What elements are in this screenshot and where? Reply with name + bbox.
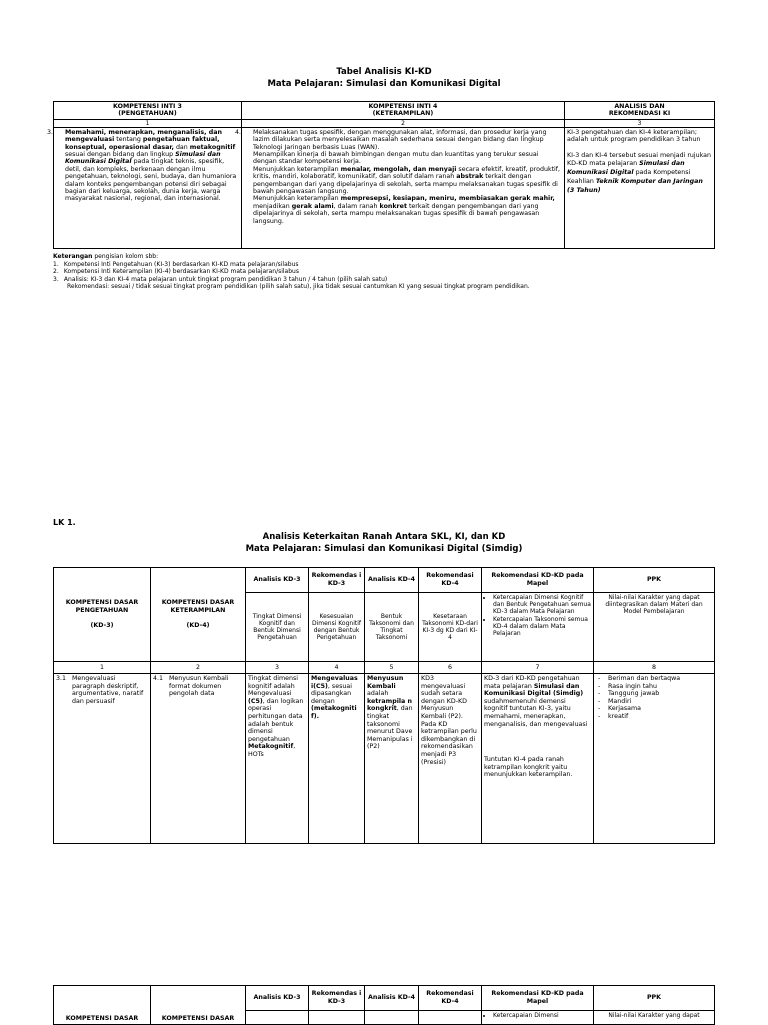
rekomendasi-mapel-cell: KD-3 dari KD-KD pengetahuan mata pelajaran Simulasi dan Komunikasi Digital (Simdig) sudahmemenuhi demensi kognitif tuntutan KI-3, yaitu memahami, menerapkan, menganalisis, dan mengevaluasi Tuntutan KI-4 pada ranah ketrampilan kongkrit yaitu menunjukkan keterampilan. xyxy=(482,674,594,844)
lk-title: Analisis Keterkaitan Ranah Antara SKL, KI, dan KD xyxy=(262,532,506,542)
list-item: • Ketercapaian Taksonomi semua KD-4 dalam dalam Mata Pelajaran xyxy=(493,616,591,638)
note-item: 2. Kompetensi Inti Keterampilan (KI-4) berdasarkan KI-KD mata pelajaran/silabus xyxy=(53,268,299,276)
rekomendasi-kd3-cell: Mengevaluas i(C5), sesuai dipasangkan dengan (metakogniti f). xyxy=(309,674,365,844)
lk-label: LK 1. xyxy=(53,518,76,527)
kd-analysis-table-2 xyxy=(53,985,715,1025)
header-kd3: KOMPETENSI DASAR xyxy=(54,986,151,1025)
header-analysis: ANALISIS DAN REKOMENDASI KI xyxy=(565,102,715,120)
sub-rekomendasi-kd4: Kesetaraan Taksonomi KD-dari KI-3 dg KD dari KI-4 xyxy=(419,593,482,662)
header-rekomendasi-mapel: Rekomendasi KD-KD pada Mapel xyxy=(482,986,594,1011)
header-rekomendasi-kd4: Rekomendasi KD-4 xyxy=(419,568,482,593)
header-analisis-kd3: Analisis KD-3 xyxy=(246,986,309,1011)
rekomendasi-kd4-cell: KD3 mengevaluasi sudah setara dengan KD-KD Menyusun Kembali (P2). Pada KD ketrampilan perlu dikembangkan di rekomendasikan menjadi P3 (Presisi) xyxy=(419,674,482,844)
header-ppk: PPK xyxy=(594,568,715,593)
note-item: 3. Analisis: KI-3 dan KI-4 mata pelajaran untuk tingkat program pendidikan 3 tahun / 4 tahun (pilih salah satu) xyxy=(53,275,388,283)
ppk-cell xyxy=(594,674,715,844)
note-extra: Rekomendasi: sesuai / tidak sesuai tingkat program pendidikan (pilih salah satu), jika tidak sesuai cantumkan KI yang sesuai tingkat program pendidikan. xyxy=(67,283,530,291)
lk-subtitle: Mata Pelajaran: Simulasi dan Komunikasi Digital (Simdig) xyxy=(245,544,523,554)
sub-rekomendasi-kd3: Kesesuaian Dimensi Kognitif dengan Bentuk Pengetahuan xyxy=(309,593,365,662)
list-item: - Mandiri xyxy=(608,698,712,706)
header-rekomendasi-kd3: Rekomendas i KD-3 xyxy=(309,986,365,1011)
col-number: 6 xyxy=(419,662,482,674)
col-number: 3 xyxy=(565,119,715,127)
header-ki3: KOMPETENSI INTI 3 (PENGETAHUAN) xyxy=(54,102,242,120)
sub-ppk: Nilai-nilai Karakter yang dapat xyxy=(594,1011,715,1025)
header-rekomendasi-mapel: Rekomendasi KD-KD pada Mapel xyxy=(482,568,594,593)
header-kd3: KOMPETENSI DASAR PENGETAHUAN (KD-3) xyxy=(54,568,151,662)
list-item: - kreatif xyxy=(608,713,712,721)
kd3-cell: 3.1 Mengevaluasi paragraph deskriptif, argumentative, naratif dan persuasif xyxy=(54,674,151,844)
sub-rekomendasi-mapel: • Ketercapaian Dimensi xyxy=(482,1011,594,1025)
header-kd4: KOMPETENSI DASAR xyxy=(151,986,246,1025)
notes: Keterangan pengisian kolom sbb: 1. Kompetensi Inti Pengetahuan (KI-3) berdasarkan KI-KD mata pelajaran/silabus 2. Kompetensi Inti Keterampilan (KI-4) berdasarkan KI-KD mata pelajaran/silabus 3. Analisis: KI-3 dan KI-4 mata pelajaran untuk tingkat program pendidikan 3 tahun / 4 tahun (pilih salah satu) Rekomendasi: sesuai / tidak sesuai tingkat program pendidikan (pilih salah satu), jika tidak sesuai cantumkan KI yang sesuai tingkat program pendidikan. xyxy=(53,253,753,291)
col-number: 2 xyxy=(151,662,246,674)
kd-analysis-table xyxy=(53,567,715,844)
kd4-cell: 4.1 Menyusun Kembali format dokumen pengolah data xyxy=(151,674,246,844)
col-number: 1 xyxy=(54,662,151,674)
list-item: • Ketercapaian Dimensi Kognitif dan Bentuk Pengetahuan semua KD-3 dalam Mata Pelajaran xyxy=(493,594,591,616)
analisis-kd4-cell: Menyusun Kembali adalah ketrampila n kongkrit, dan tingkat taksonomi menurut Dave Memanipulas i (P2) xyxy=(365,674,419,844)
header-analisis-kd3: Analisis KD-3 xyxy=(246,568,309,593)
col-number: 1 xyxy=(54,119,242,127)
col-number: 3 xyxy=(246,662,309,674)
col-number: 4 xyxy=(309,662,365,674)
col-number: 2 xyxy=(242,119,565,127)
col-number: 7 xyxy=(482,662,594,674)
note-item: 1. Kompetensi Inti Pengetahuan (KI-3) berdasarkan KI-KD mata pelajaran/silabus xyxy=(53,260,299,268)
list-item: - Kerjasama xyxy=(608,705,712,713)
sub-rekomendasi-mapel xyxy=(482,593,594,662)
doc-title: Tabel Analisis KI-KD xyxy=(336,67,432,77)
list-item: - Beriman dan bertaqwa xyxy=(608,675,712,683)
ki-analysis-table xyxy=(47,101,715,249)
ki4-cell: 4. Melaksanakan tugas spesifik, dengan menggunakan alat, informasi, dan prosedur kerja yang lazim dilakukan serta menyelesaikan masalah sederhana sesuai dengan bidang dan lingkup Teknologi Jaringan berbasis Luas (WAN). Menampilkan kinerja di bawah bimbingan dengan mutu dan kuantitas yang terukur sesuai dengan standar kompetensi kerja. Menunjukkan keterampilan menalar, mengolah, dan menyaji secara efektif, kreatif, produktif, kritis, mandiri, kolaboratif, komunikatif, dan solutif dalam ranah abstrak terkait dengan pengembangan dari yang dipelajarinya di sekolah, serta mampu melaksanakan tugas spesifik di bawah pengawasan langsung. Menunjukkan keterampilan mempresepsi, kesiapan, meniru, membiasakan gerak mahir, menjadikan gerak alami, dalam ranah konkret terkait dengan pengembangan dari yang dipelajarinya di sekolah, serta mampu melaksanakan tugas spesifik di bawah pengawasan langsung. xyxy=(242,127,565,248)
list-item: - Tanggung jawab xyxy=(608,690,712,698)
doc-subtitle: Mata Pelajaran: Simulasi dan Komunikasi Digital xyxy=(267,79,501,89)
header-rekomendasi-kd4: Rekomendasi KD-4 xyxy=(419,986,482,1011)
header-analisis-kd4: Analisis KD-4 xyxy=(365,568,419,593)
header-kd4: KOMPETENSI DASAR KETERAMPILAN (KD-4) xyxy=(151,568,246,662)
analisis-kd3-cell: Tingkat dimensi kognitif adalah Mengevaluasi (C5), dan logikan operasi perhitungan data adalah bentuk dimensi pengetahuan Metakognitif, HOTs xyxy=(246,674,309,844)
header-analisis-kd4: Analisis KD-4 xyxy=(365,986,419,1011)
sub-analisis-kd3: Tingkat Dimensi Kognitif dan Bentuk Dimensi Pengetahuan xyxy=(246,593,309,662)
header-rekomendasi-kd3: Rekomendas i KD-3 xyxy=(309,568,365,593)
header-ppk: PPK xyxy=(594,986,715,1011)
header-ki4: KOMPETENSI INTI 4 (KETERAMPILAN) xyxy=(242,102,565,120)
sub-ppk: Nilai-nilai Karakter yang dapat diintegrasikan dalam Materi dan Model Pembelajaran xyxy=(594,593,715,662)
col-number: 8 xyxy=(594,662,715,674)
ki3-cell: 3. Memahami, menerapkan, menganalisis, dan mengevaluasi tentang pengetahuan faktual, konseptual, operasional dasar, dan metakognitif sesuai dengan bidang dan lingkup Simulasi dan Komunikasi Digital pada tingkat teknis, spesifik, detil, dan kompleks, berkenaan dengan ilmu pengetahuan, teknologi, seni, budaya, dan humaniora dalam konteks pengembangan potensi diri sebagai bagian dari keluarga, sekolah, dunia kerja, warga masyarakat nasional, regional, dan internasional. xyxy=(54,127,242,248)
sub-analisis-kd4: Bentuk Taksonomi dan Tingkat Taksonomi xyxy=(365,593,419,662)
notes-label: Keterangan xyxy=(53,253,93,260)
list-item: - Rasa ingin tahu xyxy=(608,683,712,691)
analysis-cell: KI-3 pengetahuan dan KI-4 keterampilan; adalah untuk program pendidikan 3 tahun KI-3 dan KI-4 tersebut sesuai menjadi rujukan KD-KD mata pelajaran Simulasi dan Komunikasi Digital pada Kompetensi Keahlian Teknik Komputer dan Jaringan (3 Tahun) xyxy=(565,127,715,248)
col-number: 5 xyxy=(365,662,419,674)
